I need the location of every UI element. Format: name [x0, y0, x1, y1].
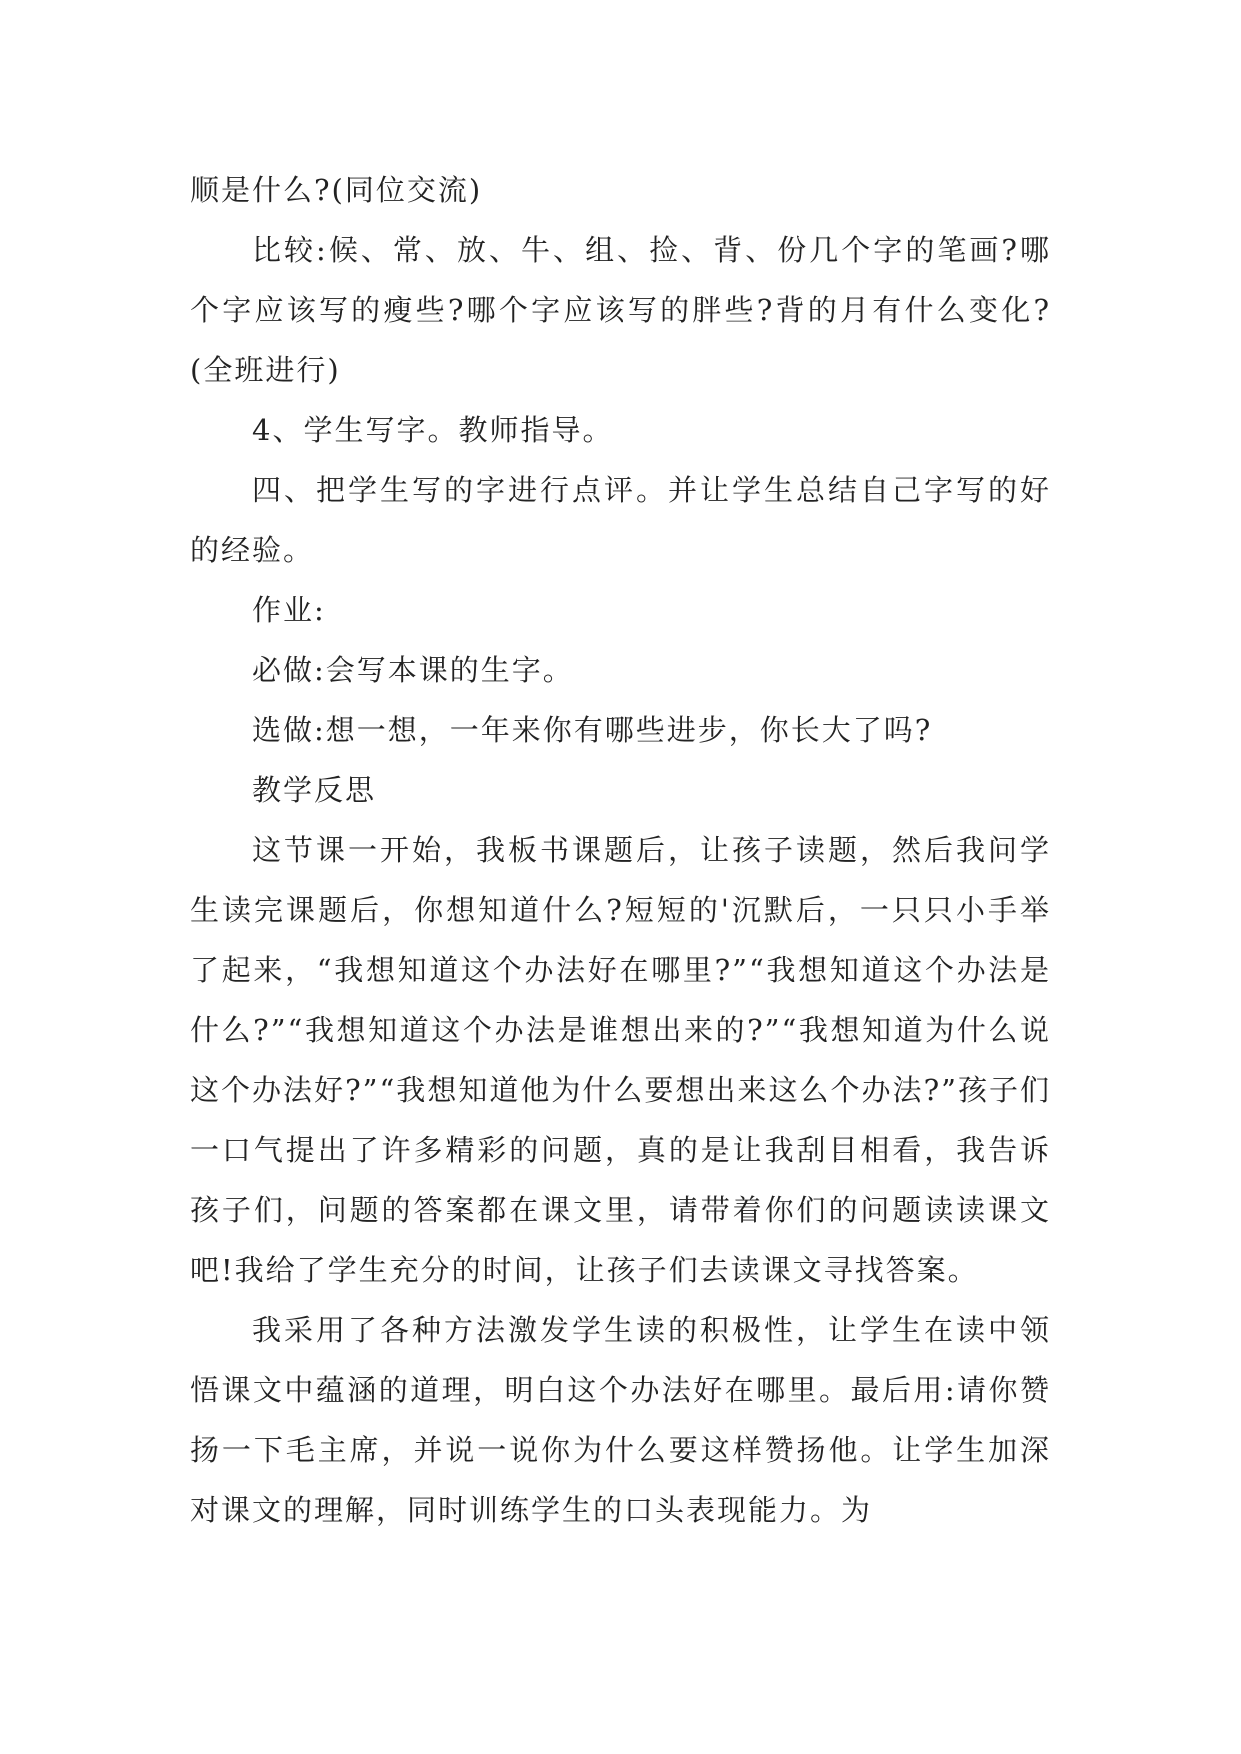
paragraph-homework-optional: 选做:想一想，一年来你有哪些进步，你长大了吗? [252, 713, 933, 747]
paragraph-review: 四、把学生写的字进行点评。并让学生总结自己字写的好的经验。 [190, 473, 1051, 567]
paragraph-continuation: 顺是什么?(同位交流) [190, 173, 483, 207]
paragraph-compare-strokes: 比较:候、常、放、牛、组、捡、背、份几个字的笔画?哪个字应该写的瘦些?哪个字应该写的胖些?背的月有什么变化?(全班进行) [190, 233, 1051, 387]
document-body [190, 160, 1051, 1540]
paragraph-homework-heading: 作业: [252, 593, 326, 627]
paragraph-student-writing: 4、学生写字。教师指导。 [252, 413, 614, 447]
paragraph-reflection-heading: 教学反思 [252, 773, 377, 807]
paragraph-homework-required: 必做:会写本课的生字。 [252, 653, 574, 687]
paragraph-reflection-2: 我采用了各种方法激发学生读的积极性，让学生在读中领悟课文中蕴涵的道理，明白这个办法好在哪里。最后用:请你赞扬一下毛主席，并说一说你为什么要这样赞扬他。让学生加深对课文的理解，同时训练学生的口头表现能力。为 [190, 1313, 1051, 1527]
paragraph-reflection-1: 这节课一开始，我板书课题后，让孩子读题，然后我问学生读完课题后，你想知道什么?短短的'沉默后，一只只小手举了起来，“我想知道这个办法好在哪里?”“我想知道这个办法是什么?”“我想知道这个办法是谁想出来的?”“我想知道为什么说这个办法好?”“我想知道他为什么要想出来这么个办法?”孩子们一口气提出了许多精彩的问题，真的是让我刮目相看，我告诉孩子们，问题的答案都在课文里，请带着你们的问题读读课文吧!我给了学生充分的时间，让孩子们去读课文寻找答案。 [190, 833, 1051, 1287]
